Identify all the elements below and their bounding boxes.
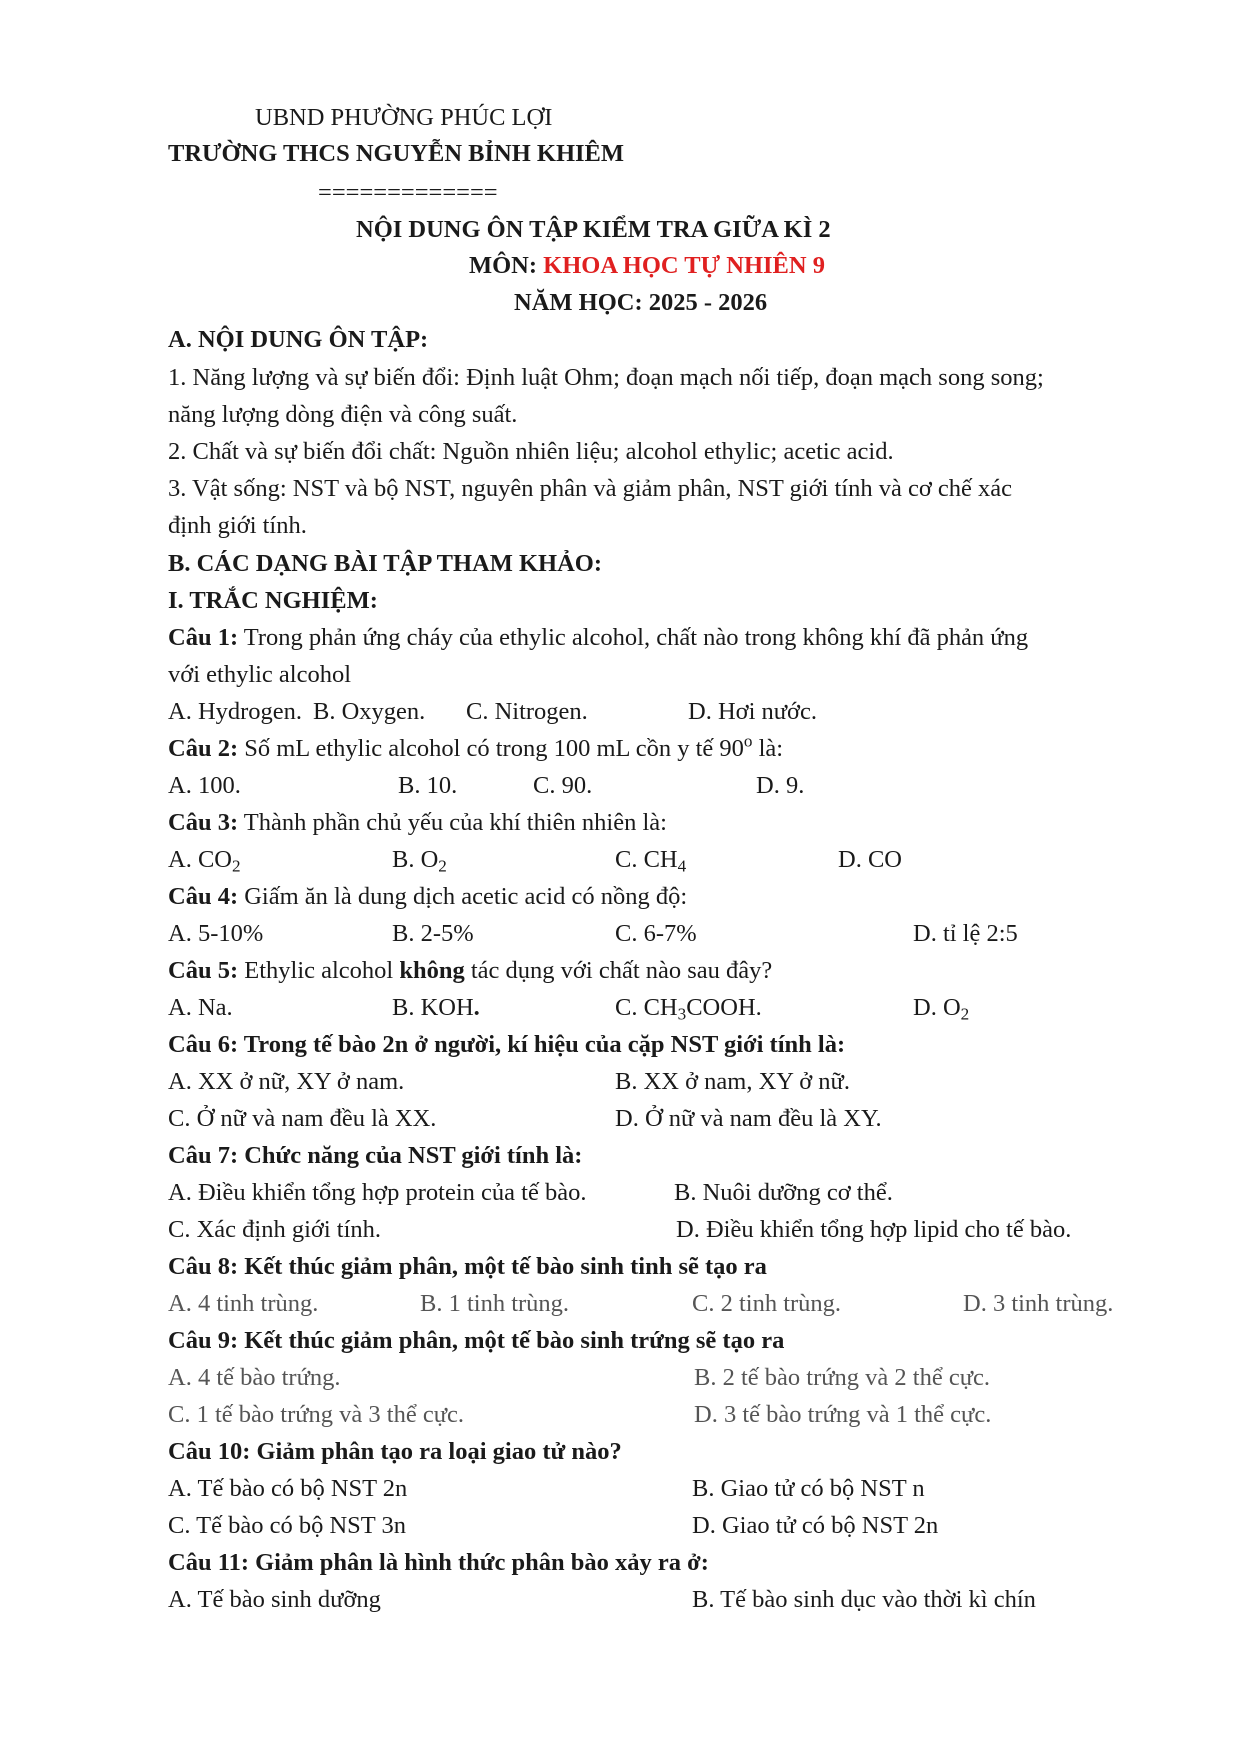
- question-6-option-b: B. XX ở nam, XY ở nữ.: [615, 1068, 850, 1095]
- question-5-option-d: [913, 994, 970, 1024]
- question-6-label: Câu 6: Trong tế bào 2n ở người, kí hiệu của cặp NST giới tính là:: [168, 1031, 846, 1058]
- question-5-option-c-end: COOH.: [686, 994, 762, 1021]
- question-4-label: Câu 4:: [168, 883, 239, 910]
- question-5-option-c-text: C. CH: [615, 994, 678, 1021]
- question-5-option-a: A. Na.: [168, 994, 233, 1021]
- question-5-option-d-sub: 2: [960, 1004, 970, 1024]
- degree-superscript: o: [743, 731, 753, 751]
- question-3-option-c: [615, 846, 687, 876]
- question-5-option-c-sub: 3: [677, 1004, 687, 1024]
- section-a-item-2: 2. Chất và sự biến đổi chất: Nguồn nhiên liệu; alcohol ethylic; acetic acid.: [168, 438, 894, 465]
- section-a-item-1-line-2: năng lượng dòng điện và công suất.: [168, 401, 518, 428]
- question-5-text-after: tác dụng với chất nào sau đây?: [464, 957, 773, 984]
- question-7-option-b: B. Nuôi dưỡng cơ thể.: [674, 1179, 893, 1206]
- question-1-option-a: A. Hydrogen.: [168, 698, 303, 725]
- question-8-option-d: D. 3 tinh trùng.: [963, 1290, 1114, 1317]
- question-5-option-c: [615, 994, 762, 1024]
- question-11-option-b: B. Tế bào sinh dục vào thời kì chín: [692, 1586, 1036, 1613]
- subject-name: KHOA HỌC TỰ NHIÊN 9: [543, 252, 825, 279]
- question-3-option-b-text: B. O: [392, 846, 439, 873]
- question-3-option-a-text: A. CO: [168, 846, 232, 873]
- question-4-option-c: C. 6-7%: [615, 920, 697, 947]
- question-2-text-end: là:: [752, 735, 784, 762]
- question-3-option-a-sub: 2: [231, 856, 241, 876]
- question-7-option-d: D. Điều khiển tổng hợp lipid cho tế bào.: [676, 1216, 1072, 1243]
- subject-line: [469, 254, 825, 279]
- question-3-line: [168, 811, 667, 836]
- question-3-option-a: [168, 846, 241, 876]
- question-7-option-a: A. Điều khiển tổng hợp protein của tế bào.: [168, 1179, 587, 1206]
- question-3-option-d: D. CO: [838, 846, 902, 873]
- subject-prefix: MÔN:: [469, 252, 544, 279]
- question-2-line: [168, 731, 784, 762]
- question-4-option-d: D. tỉ lệ 2:5: [913, 920, 1018, 947]
- question-2-option-c: C. 90.: [533, 772, 593, 799]
- question-4-option-a: A. 5-10%: [168, 920, 264, 947]
- section-a-item-3-line-2: định giới tính.: [168, 512, 307, 539]
- question-10-option-c: C. Tế bào có bộ NST 3n: [168, 1512, 406, 1539]
- question-1-text: Trong phản ứng cháy của ethylic alcohol, chất nào trong không khí đã phản ứng: [238, 624, 1029, 651]
- question-2-option-d: D. 9.: [756, 772, 805, 799]
- question-10-option-a: A. Tế bào có bộ NST 2n: [168, 1475, 408, 1502]
- question-1-line-1: [168, 626, 1028, 651]
- question-9-label: Câu 9: Kết thúc giảm phân, một tế bào sinh trứng sẽ tạo ra: [168, 1327, 785, 1354]
- question-4-text: Giấm ăn là dung dịch acetic acid có nồng độ:: [238, 883, 688, 910]
- question-2-label: Câu 2:: [168, 735, 239, 762]
- question-10-label: Câu 10: Giảm phân tạo ra loại giao tử nào?: [168, 1438, 622, 1465]
- question-2-option-a: A. 100.: [168, 772, 241, 799]
- question-1-label: Câu 1:: [168, 624, 239, 651]
- question-5-emphasis: không: [399, 957, 465, 984]
- question-1-option-c: C. Nitrogen.: [466, 698, 588, 725]
- question-6-option-a: A. XX ở nữ, XY ở nam.: [168, 1068, 405, 1095]
- question-8-option-c: C. 2 tinh trùng.: [692, 1290, 842, 1317]
- question-1-option-b: B. Oxygen.: [313, 698, 426, 725]
- question-5-line: [168, 959, 772, 984]
- question-5-label: Câu 5:: [168, 957, 239, 984]
- question-6-option-c: C. Ở nữ và nam đều là XX.: [168, 1105, 437, 1132]
- question-3-option-b: [392, 846, 447, 876]
- committee-name: UBND PHƯỜNG PHÚC LỢI: [255, 104, 553, 131]
- section-a-item-3-line-1: 3. Vật sống: NST và bộ NST, nguyên phân và giảm phân, NST giới tính và cơ chế xác: [168, 475, 1013, 502]
- question-2-text: Số mL ethylic alcohol có trong 100 mL cồn y tế 90: [238, 735, 744, 762]
- question-6-option-d: D. Ở nữ và nam đều là XY.: [615, 1105, 882, 1132]
- header-separator: =============: [318, 179, 498, 206]
- question-7-label: Câu 7: Chức năng của NST giới tính là:: [168, 1142, 583, 1169]
- question-9-option-d: D. 3 tế bào trứng và 1 thể cực.: [694, 1401, 992, 1428]
- question-5-option-b-text: B. KOH: [392, 994, 474, 1021]
- question-9-option-b: B. 2 tế bào trứng và 2 thể cực.: [694, 1364, 990, 1391]
- question-8-option-b: B. 1 tinh trùng.: [420, 1290, 570, 1317]
- question-3-label: Câu 3:: [168, 809, 239, 836]
- question-8-label: Câu 8: Kết thúc giảm phân, một tế bào sinh tinh sẽ tạo ra: [168, 1253, 767, 1280]
- question-11-option-a: A. Tế bào sinh dưỡng: [168, 1586, 381, 1613]
- section-b-heading: B. CÁC DẠNG BÀI TẬP THAM KHẢO:: [168, 550, 603, 577]
- question-10-option-d: D. Giao tử có bộ NST 2n: [692, 1512, 939, 1539]
- question-7-option-c: C. Xác định giới tính.: [168, 1216, 382, 1243]
- question-5-option-d-text: D. O: [913, 994, 961, 1021]
- document-title: NỘI DUNG ÔN TẬP KIỂM TRA GIỮA KÌ 2: [356, 216, 831, 243]
- question-1-option-d: D. Hơi nước.: [688, 698, 818, 725]
- question-3-option-b-sub: 2: [438, 856, 447, 876]
- section-a-item-1-line-1: 1. Năng lượng và sự biến đổi: Định luật Ohm; đoạn mạch nối tiếp, đoạn mạch song song;: [168, 364, 1044, 391]
- question-4-option-b: B. 2-5%: [392, 920, 474, 947]
- question-1-line-2: với ethylic alcohol: [168, 661, 352, 688]
- question-5-text-before: Ethylic alcohol: [238, 957, 400, 984]
- school-name: TRƯỜNG THCS NGUYỄN BỈNH KHIÊM: [168, 140, 625, 167]
- school-year: NĂM HỌC: 2025 - 2026: [514, 289, 768, 316]
- question-3-option-c-sub: 4: [677, 856, 687, 876]
- question-9-option-a: A. 4 tế bào trứng.: [168, 1364, 341, 1391]
- part-1-heading: I. TRẮC NGHIỆM:: [168, 587, 378, 614]
- question-3-text: Thành phần chủ yếu của khí thiên nhiên là:: [238, 809, 667, 836]
- question-9-option-c: C. 1 tế bào trứng và 3 thể cực.: [168, 1401, 464, 1428]
- question-4-line: [168, 885, 687, 910]
- question-3-option-c-text: C. CH: [615, 846, 678, 873]
- section-a-heading: A. NỘI DUNG ÔN TẬP:: [168, 326, 429, 353]
- question-11-label: Câu 11: Giảm phân là hình thức phân bào xảy ra ở:: [168, 1549, 709, 1576]
- question-5-option-b-dot: .: [473, 994, 480, 1021]
- question-2-option-b: B. 10.: [398, 772, 458, 799]
- question-8-option-a: A. 4 tinh trùng.: [168, 1290, 319, 1317]
- question-5-option-b: [392, 996, 480, 1021]
- question-10-option-b: B. Giao tử có bộ NST n: [692, 1475, 925, 1502]
